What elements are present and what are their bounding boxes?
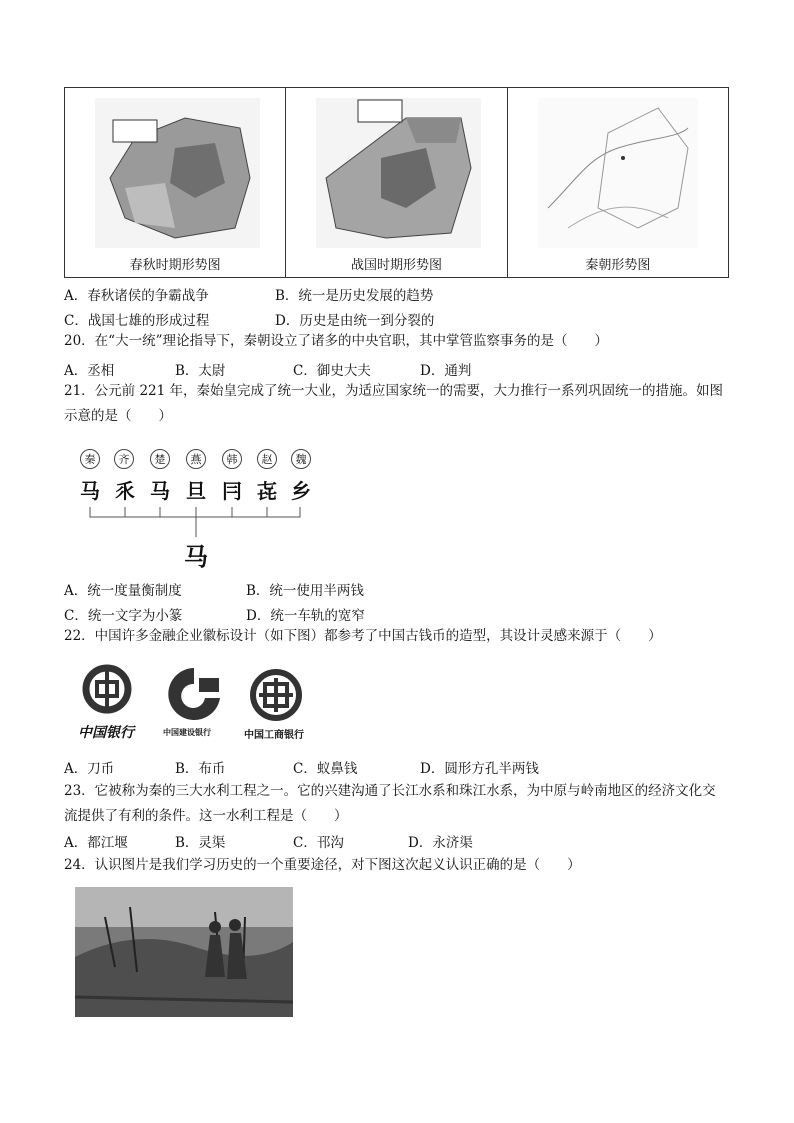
logo-boc <box>82 664 132 718</box>
map-caption: 春秋时期形势图 <box>129 258 221 273</box>
q21-option-b[interactable]: B．统一使用半两钱 <box>246 583 364 599</box>
q24-stem: 24．认识图片是我们学习历史的一个重要途径，对下图这次起义认识正确的是（ ） <box>64 857 581 873</box>
boc-logo-icon <box>82 664 132 714</box>
q20-option-b[interactable]: B．太尉 <box>175 363 226 379</box>
state-zhao: 赵 <box>257 449 277 469</box>
q22-option-c[interactable]: C．蚁鼻钱 <box>293 761 358 777</box>
q23-option-c[interactable]: C．邗沟 <box>293 835 344 851</box>
glyph-zhao: 㐂 <box>257 479 275 503</box>
state-wei: 魏 <box>291 449 311 469</box>
q21-option-d[interactable]: D．统一车轨的宽窄 <box>246 608 365 624</box>
glyph-qin: 马 <box>80 479 98 503</box>
q23-stem: 23．它被称为秦的三大水利工程之一。它的兴建沟通了长江水系和珠江水系，为中原与岭南地区的经济文化交流提供了有利的条件。这一水利工程是（ ） <box>64 783 716 824</box>
map-warring-states <box>286 88 507 277</box>
map-qin-dynasty <box>508 88 728 277</box>
logo-label-icbc: 中国工商银行 <box>244 730 304 741</box>
q20-option-a[interactable]: A．丞相 <box>64 363 115 379</box>
glyph-wei: 乡 <box>291 479 309 503</box>
q21-option-a[interactable]: A．统一度量衡制度 <box>64 583 182 599</box>
glyph-unified: 马 <box>184 542 206 571</box>
q19-option-b[interactable]: B．统一是历史发展的趋势 <box>275 288 434 304</box>
map-spring-autumn-image <box>65 88 285 253</box>
q20-option-d[interactable]: D．通判 <box>420 363 472 379</box>
glyph-han: 冃 <box>222 479 240 503</box>
glyph-qi: 乑 <box>115 479 133 503</box>
state-qin: 秦 <box>80 449 100 469</box>
q23-option-b[interactable]: B．灵渠 <box>175 835 226 851</box>
q22-option-b[interactable]: B．布币 <box>175 761 226 777</box>
state-chu: 楚 <box>150 449 170 469</box>
map-caption: 秦朝形势图 <box>585 258 651 273</box>
ccb-logo-icon <box>161 664 227 724</box>
q20-option-c[interactable]: C．御史大夫 <box>293 363 371 379</box>
q20-stem: 20．在“大一统”理论指导下，秦朝设立了诸多的中央官职，其中掌管监察事务的是（ ） <box>64 333 608 349</box>
map-spring-autumn <box>65 88 286 277</box>
q23-option-a[interactable]: A．都江堰 <box>64 835 128 851</box>
logo-ccb <box>161 664 227 728</box>
map-caption: 战国时期形势图 <box>350 258 442 273</box>
q19-option-d[interactable]: D．历史是由统一到分裂的 <box>275 313 435 329</box>
map-qin-dynasty-image <box>508 88 728 253</box>
state-han: 韩 <box>222 449 242 469</box>
icbc-logo-icon <box>249 668 303 722</box>
logo-label-boc: 中国银行 <box>78 725 134 741</box>
glyph-chu: 马 <box>150 479 168 503</box>
uprising-engraving-drawing <box>75 887 293 1017</box>
q22-option-a[interactable]: A．刀币 <box>64 761 115 777</box>
q21-stem: 21．公元前 221 年，秦始皇完成了统一大业，为适应国家统一的需要，大力推行一系列巩固统一的措施。如图示意的是（ ） <box>64 383 724 424</box>
logo-icbc <box>249 668 303 726</box>
state-yan: 燕 <box>186 449 206 469</box>
glyph-yan: 旦 <box>186 479 204 503</box>
q19-option-c[interactable]: C．战国七雄的形成过程 <box>64 313 210 329</box>
map-warring-states-image <box>286 88 506 253</box>
q22-stem: 22．中国许多金融企业徽标设计（如下图）都参考了中国古钱币的造型，其设计灵感来源于（ ） <box>64 628 662 644</box>
q19-map-table <box>64 87 729 278</box>
q22-option-d[interactable]: D．圆形方孔半两钱 <box>420 761 539 777</box>
q21-option-c[interactable]: C．统一文字为小篆 <box>64 608 183 624</box>
q21-script-figure <box>70 449 320 574</box>
uprising-engraving-image <box>75 887 293 1017</box>
q23-option-d[interactable]: D．永济渠 <box>408 835 473 851</box>
state-qi: 齐 <box>114 449 134 469</box>
logo-label-ccb: 中国建设银行 <box>163 727 211 737</box>
q19-option-a[interactable]: A．春秋诸侯的争霸战争 <box>64 288 209 304</box>
